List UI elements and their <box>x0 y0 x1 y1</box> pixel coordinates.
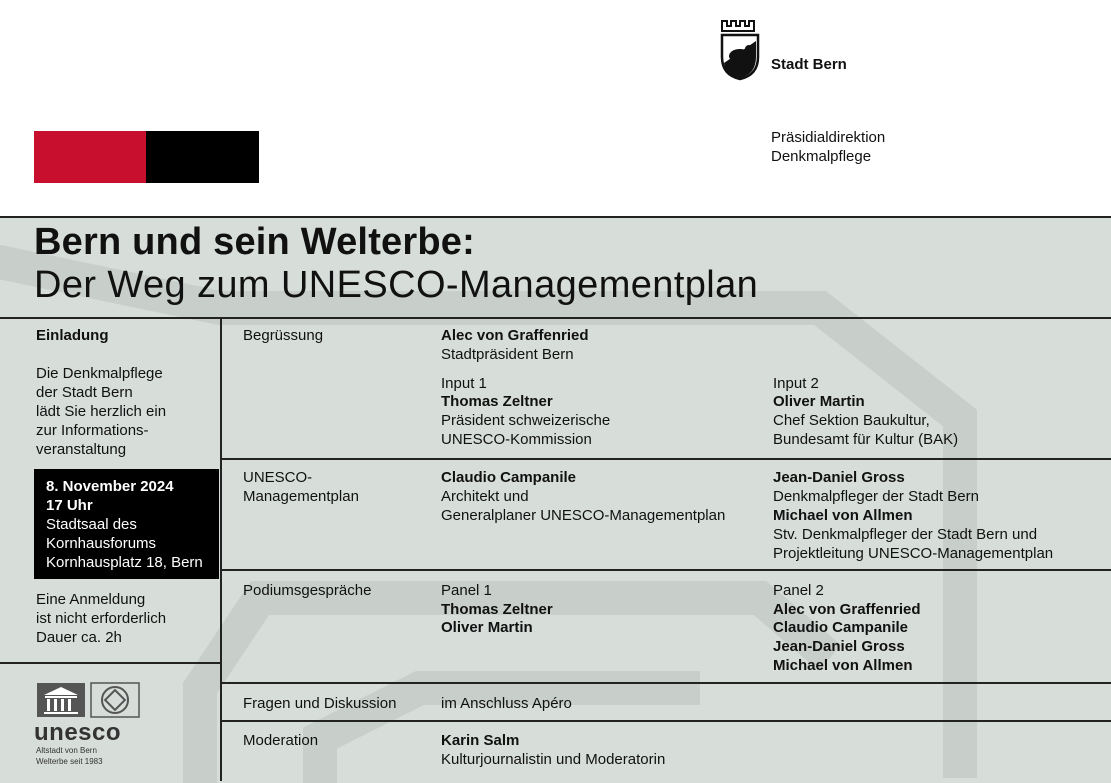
dept-line-2: Denkmalpflege <box>771 148 872 165</box>
speaker-role: Generalplaner UNESCO-Managementplan <box>441 507 726 524</box>
sidebar-heading: Einladung <box>36 327 109 344</box>
speaker-name: Thomas Zeltner <box>441 393 553 410</box>
world-heritage-emblem-icon <box>91 683 139 717</box>
event-date-box <box>34 469 219 579</box>
venue-line: Stadtsaal des <box>46 516 137 533</box>
divider <box>221 720 1111 722</box>
section-label-welcome: Begrüssung <box>243 327 324 344</box>
speaker-name: Jean-Daniel Gross <box>773 638 905 655</box>
divider <box>0 317 1111 319</box>
speaker-name: Thomas Zeltner <box>441 601 553 618</box>
city-name: Stadt Bern <box>771 56 847 73</box>
speaker-name: Oliver Martin <box>441 619 533 636</box>
input-label: Input 2 <box>773 375 819 392</box>
panel-label: Panel 1 <box>441 582 492 599</box>
divider <box>221 458 1111 460</box>
panel-label: Panel 2 <box>773 582 824 599</box>
speaker-name: Michael von Allmen <box>773 507 913 524</box>
questions-text: im Anschluss Apéro <box>441 695 572 712</box>
speaker-name: Claudio Campanile <box>773 619 909 636</box>
speaker-name: Alec von Graffenried <box>773 601 921 618</box>
title-line-1: Bern und sein Welterbe: <box>34 221 475 263</box>
venue-line: Kornhausplatz 18, Bern <box>46 554 203 571</box>
speaker-role: Denkmalpfleger der Stadt Bern <box>773 488 979 505</box>
unesco-sub-line: Altstadt von Bern <box>36 746 97 755</box>
speaker-name: Alec von Graffenried <box>441 327 589 344</box>
speaker-name: Claudio Campanile <box>441 469 577 486</box>
unesco-wordmark: unesco <box>34 719 122 746</box>
note-line: Eine Anmeldung <box>36 591 146 608</box>
section-label-plan: UNESCO- <box>243 469 313 486</box>
divider <box>221 569 1111 571</box>
speaker-role: Architekt und <box>441 488 529 505</box>
section-label-panels: Podiumsgespräche <box>243 582 372 599</box>
speaker-role: UNESCO-Kommission <box>441 431 592 448</box>
intro-line: der Stadt Bern <box>36 384 133 401</box>
flag-red-block <box>34 131 146 183</box>
unesco-temple-icon <box>37 683 85 717</box>
unesco-subtitle <box>36 745 103 767</box>
intro-line: zur Informations- <box>36 422 149 439</box>
input-label: Input 1 <box>441 375 487 392</box>
section-label-moderation: Moderation <box>243 732 319 749</box>
speaker-name: Karin Salm <box>441 732 520 749</box>
event-time: 17 Uhr <box>46 497 93 514</box>
divider <box>0 662 221 664</box>
section-label-plan: Managementplan <box>243 488 359 505</box>
speaker-role: Chef Sektion Baukultur, <box>773 412 930 429</box>
speaker-role: Bundesamt für Kultur (BAK) <box>773 431 959 448</box>
dept-line-1: Präsidialdirektion <box>771 129 886 146</box>
department <box>771 128 885 166</box>
intro-line: lädt Sie herzlich ein <box>36 403 167 420</box>
divider <box>221 682 1111 684</box>
section-label-questions: Fragen und Diskussion <box>243 695 397 712</box>
intro-line: Die Denkmalpflege <box>36 365 163 382</box>
bern-crest-icon <box>720 19 760 81</box>
speaker-role: Kulturjournalistin und Moderatorin <box>441 751 666 768</box>
speaker-role: Projektleitung UNESCO-Managementplan <box>773 545 1054 562</box>
divider-vertical <box>220 317 222 781</box>
speaker-role: Stv. Denkmalpfleger der Stadt Bern und <box>773 526 1038 543</box>
intro-line: veranstaltung <box>36 441 127 458</box>
venue-line: Kornhausforums <box>46 535 157 552</box>
speaker-name: Michael von Allmen <box>773 657 913 674</box>
speaker-role: Präsident schweizerische <box>441 412 611 429</box>
unesco-sub-line: Welterbe seit 1983 <box>36 757 103 766</box>
speaker-name: Oliver Martin <box>773 393 865 410</box>
title-line-2: Der Weg zum UNESCO-Managementplan <box>34 264 759 306</box>
event-date: 8. November 2024 <box>46 478 174 495</box>
note-line: Dauer ca. 2h <box>36 629 122 646</box>
flag-black-block <box>146 131 259 183</box>
note-line: ist nicht erforderlich <box>36 610 167 627</box>
speaker-name: Jean-Daniel Gross <box>773 469 905 486</box>
unesco-logo <box>36 681 146 721</box>
speaker-role: Stadtpräsident Bern <box>441 346 574 363</box>
